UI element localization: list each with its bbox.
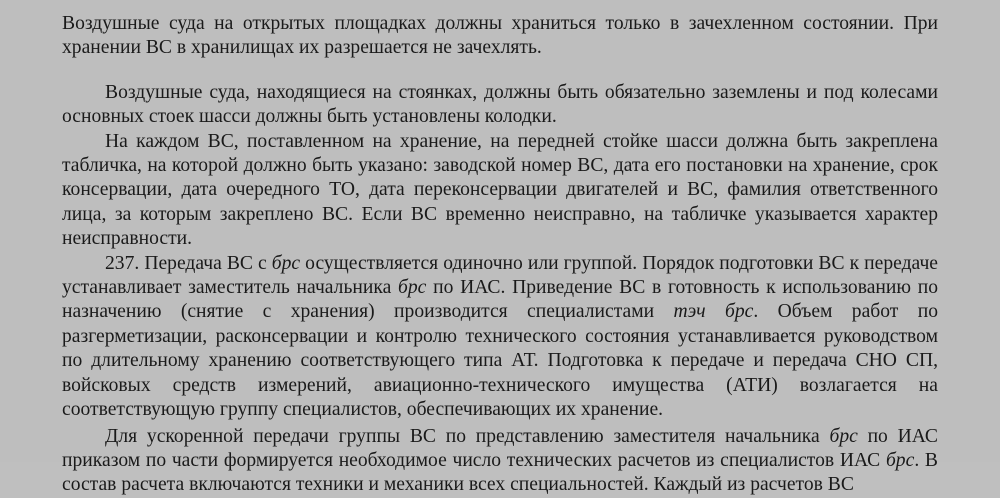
paragraph-text: . Объем работ по разгерметизации, расконсервации и контролю технического состояния устанавливается руководством по длительному хранению соответствующего типа АТ. Подготовка к передаче и передача СНО СП, войсковых средств измерений, авиационно-технического имущества (АТИ) возлагается на соответствующую группу специалистов, обеспечивающих их хранение. — [62, 301, 938, 421]
paragraph-text: Воздушные суда, находящиеся на стоянках, должны быть обязательно заземлены и под колесами основных стоек шасси должны быть установлены колодки. — [62, 81, 938, 128]
paragraph-text: Воздушные суда на открытых площадках должны храниться только в зачехленном состоянии. При хранении ВС в хранилищах их разрешается не зачехлять. — [62, 13, 938, 59]
document-text — [62, 12, 938, 498]
paragraph-text: 237. Передача ВС с — [105, 252, 272, 274]
paragraph-text: . В состав расчета включаются техники и механики всех специальностей. Каждый из расчетов ВС — [62, 449, 938, 496]
italic-abbreviation: тэч брс — [673, 301, 754, 323]
paragraph-text: На каждом ВС, поставленном на хранение, на передней стойке шасси должна быть закреплена табличка, на которой должно быть указано: заводской номер ВС, дата его постановки на хранение, срок консервации, дата очередного ТО, дата переконсервации двигателей и ВС, фамилия ответственного лица, за которым закреплено ВС. Если ВС временно неисправно, на табличке указывается характер неисправности. — [62, 130, 938, 250]
paragraph-text: осуществляется одиночно или группой. Порядок подготовки ВС к передаче устанавливает заместитель начальника — [62, 252, 938, 299]
paragraph-nameplate — [62, 130, 938, 252]
paragraph-text: по ИАС приказом по части формируется необходимое число технических расчетов из специалистов ИАС — [62, 425, 938, 471]
italic-abbreviation: брс — [398, 277, 427, 299]
italic-abbreviation: брс — [271, 252, 301, 274]
italic-abbreviation: брс — [829, 425, 858, 447]
paragraph-text: по ИАС. Приведение ВС в готовность к использованию по назначению (снятие с хранения) производится специалистами — [62, 277, 938, 323]
paragraph-storage-covers — [62, 12, 938, 61]
paragraph-text: Для ускоренной передачи группы ВС по представлению заместителя начальника — [105, 425, 830, 447]
paragraph-accelerated-transfer — [62, 425, 938, 498]
italic-abbreviation: брс — [885, 449, 915, 471]
paragraph-grounding — [62, 81, 938, 130]
paragraph-237-transfer — [62, 252, 938, 423]
